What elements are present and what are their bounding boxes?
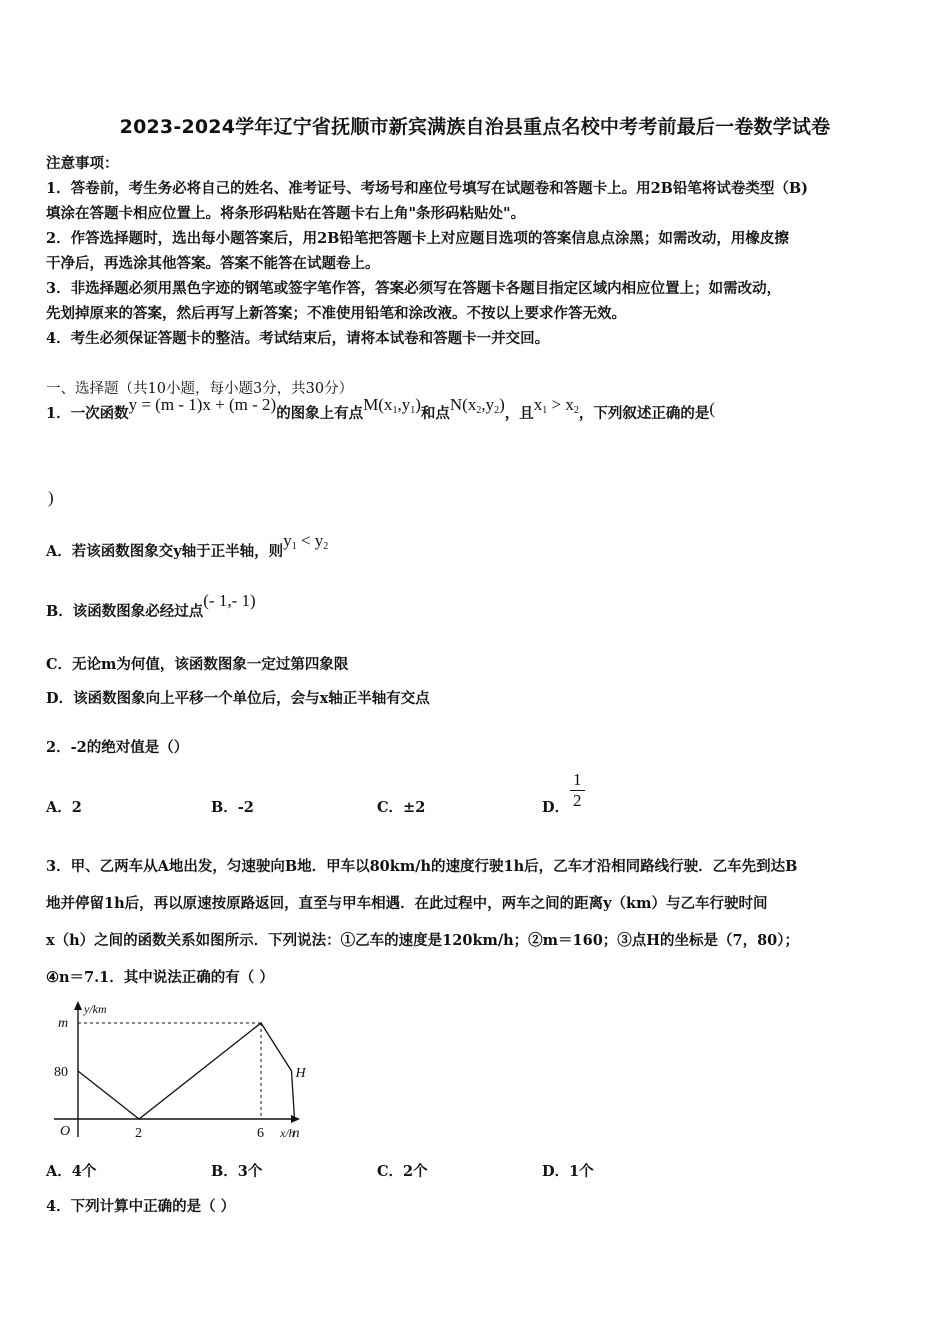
q3-option-b: B．3个 [211, 1163, 263, 1180]
notice-line: 干净后，再选涂其他答案。答案不能答在试题卷上。 [46, 255, 380, 272]
origin-label: O [60, 1124, 71, 1139]
y-axis-arrow [74, 1001, 82, 1010]
question-1-stem: 1．一次函数y = (m - 1)x + (m - 2)的图象上有点$M(x_1,y_1)$和点$N(x_2,y_2)$，且$x_1 > x_2$，下列叙述正确的是( [46, 395, 716, 422]
question-4-stem: 4．下列计算中正确的是（ ） [46, 1198, 236, 1215]
notice-line: 填涂在答题卡相应位置上。将条形码粘贴在答题卡右上角"条形码粘贴处"。 [46, 205, 526, 222]
y-axis-label: y/km [84, 1002, 107, 1016]
x-axis-arrow [291, 1115, 300, 1123]
question-3-line: ④n＝7.1．其中说法正确的有（ ） [46, 969, 274, 986]
q2-option-d-fraction: $\frac{1}{2}$ [570, 770, 585, 811]
x-axis-label: x/h [280, 1126, 295, 1140]
notice-line: 1．答卷前，考生务必将自己的姓名、准考证号、考场号和座位号填写在试题卷和答题卡上。用2B铅笔将试卷类型（B) [46, 180, 809, 197]
series-line [78, 1023, 295, 1119]
x-tick-label: n [292, 1126, 300, 1141]
q1-option-a: A．若该函数图象交y轴于正半轴，则$y_1 < y_2$ [46, 531, 329, 560]
q2-option-a: A．2 [46, 799, 82, 816]
notice-heading: 注意事项： [46, 155, 119, 172]
question-1-paren: ) [48, 488, 54, 507]
notice-line: 3．非选择题必须用黑色字迹的钢笔或签字笔作答，答案必须写在答题卡各题目指定区域内相应位置上；如需改动， [46, 280, 782, 297]
q1-option-d: D．该函数图象向上平移一个单位后，会与x轴正半轴有交点 [46, 690, 430, 707]
q2-option-c: C．±2 [377, 799, 426, 816]
section-heading: 一、选择题（共10小题，每小题3分，共30分） [46, 381, 354, 397]
question-2-stem: 2．-2的绝对值是（） [46, 739, 189, 756]
notice-line: 先划掉原来的答案，然后再写上新答案；不准使用铅笔和涂改液。不按以上要求作答无效。 [46, 305, 626, 322]
q1-option-c: C．无论m为何值，该函数图象一定过第四象限 [46, 656, 349, 673]
question-3-line: 3．甲、乙两车从A地出发，匀速驶向B地．甲车以80km/h的速度行驶1h后，乙车才沿相同路线行驶．乙车先到达B [46, 858, 798, 875]
notice-line: 4．考生必须保证答题卡的整洁。考试结束后，请将本试卷和答题卡一并交回。 [46, 330, 550, 347]
y-tick-label: m [58, 1016, 69, 1031]
q2-option-d: D． [542, 799, 570, 816]
x-tick-label: 6 [257, 1126, 264, 1141]
dashed-guides [78, 1023, 261, 1119]
q3-option-a: A．4个 [46, 1163, 97, 1180]
q3-graph [44, 995, 314, 1147]
x-tick-label: 2 [135, 1126, 142, 1141]
notice-line: 2．作答选择题时，选出每小题答案后，用2B铅笔把答题卡上对应题目选项的答案信息点涂黑；如需改动，用橡皮擦 [46, 230, 789, 247]
y-tick-label: 80 [54, 1065, 68, 1080]
q3-option-d: D．1个 [542, 1163, 594, 1180]
point-label-h: H [295, 1066, 306, 1081]
question-3-line: 地并停留1h后，再以原速按原路返回，直至与甲车相遇．在此过程中，两车之间的距离y（km）与乙车行驶时间 [46, 895, 768, 912]
question-3-line: x（h）之间的函数关系如图所示．下列说法：①乙车的速度是120km/h；②m＝160；③点H的坐标是（7，80）； [46, 932, 800, 949]
q3-option-c: C．2个 [377, 1163, 428, 1180]
page-title: 2023-2024学年辽宁省抚顺市新宾满族自治县重点名校中考考前最后一卷数学试卷 [119, 116, 831, 138]
q1-option-b: B．该函数图象必经过点(- 1,- 1) [46, 591, 256, 620]
q2-option-b: B．-2 [211, 799, 254, 816]
